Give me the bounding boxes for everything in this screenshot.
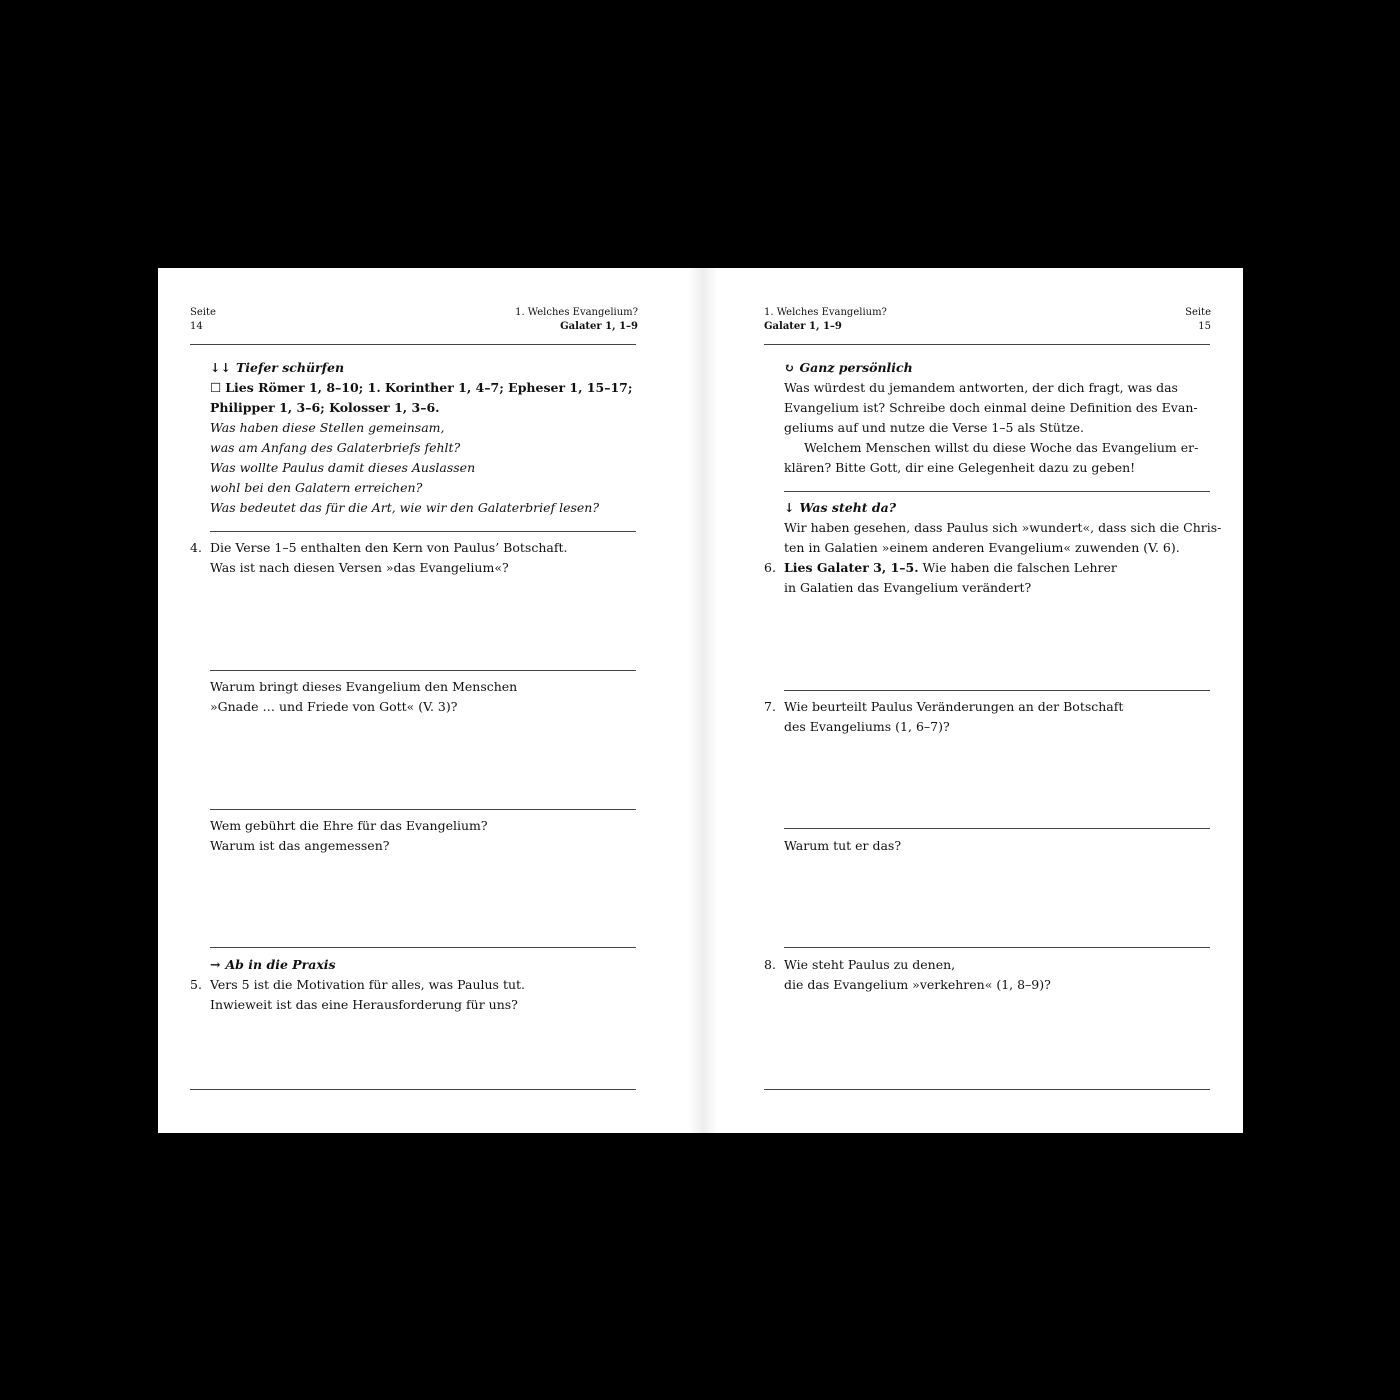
question-text: des Evangeliums (1, 6–7)?: [784, 719, 950, 734]
answer-line[interactable]: [784, 690, 1210, 691]
question-number: 7.: [764, 699, 776, 714]
deeper-question: Was wollte Paulus damit dieses Auslassen: [210, 460, 476, 475]
down-arrow-icon: ↓: [784, 500, 795, 515]
checkbox-icon: ☐: [210, 380, 222, 395]
arrow-right-icon: →: [210, 957, 221, 972]
answer-line[interactable]: [784, 947, 1210, 948]
refresh-icon: ↻: [784, 360, 795, 375]
left-page: [158, 268, 700, 1133]
answer-line[interactable]: [764, 1089, 1210, 1090]
deeper-question: Was bedeutet das für die Art, wie wir den Galaterbrief lesen?: [210, 500, 600, 515]
question-number: 5.: [190, 977, 202, 992]
question-text: Die Verse 1–5 enthalten den Kern von Paulus’ Botschaft.: [210, 540, 568, 555]
body-text: Welchem Menschen willst du diese Woche das Evangelium er-: [804, 440, 1199, 455]
header-rule: [190, 344, 636, 345]
right-page: [700, 268, 1243, 1133]
book-spread: [158, 268, 1243, 1133]
body-text: Evangelium ist? Schreibe doch einmal deine Definition des Evan-: [784, 400, 1198, 415]
answer-line[interactable]: [210, 809, 636, 810]
question-text: Warum bringt dieses Evangelium den Menschen: [210, 679, 518, 694]
running-header-left: 1. Welches Evangelium? Galater 1, 1–9: [515, 307, 638, 332]
answer-line[interactable]: [210, 947, 636, 948]
question-number: 4.: [190, 540, 202, 555]
question-text: Lies Galater 3, 1–5. Wie haben die falschen Lehrer: [784, 560, 1117, 575]
question-text: Was ist nach diesen Versen »das Evangelium«?: [210, 560, 509, 575]
page-number-left: Seite 14: [190, 307, 216, 332]
question-text: Warum ist das angemessen?: [210, 838, 390, 853]
question-text: in Galatien das Evangelium verändert?: [784, 580, 1032, 595]
page-number-right: Seite 15: [1185, 307, 1211, 332]
answer-line[interactable]: [190, 1089, 636, 1090]
section-title-practice: → Ab in die Praxis: [210, 957, 336, 972]
deeper-question: Was haben diese Stellen gemeinsam,: [210, 420, 445, 435]
down-arrows-icon: ↓↓: [210, 360, 231, 375]
section-title-what: ↓ Was steht da?: [784, 500, 897, 515]
question-text: Inwieweit ist das eine Herausforderung für uns?: [210, 997, 518, 1012]
question-text: Wie steht Paulus zu denen,: [784, 957, 956, 972]
section-title-personal: ↻ Ganz persönlich: [784, 360, 913, 375]
body-text: geliums auf und nutze die Verse 1–5 als Stütze.: [784, 420, 1084, 435]
deeper-question: wohl bei den Galatern erreichen?: [210, 480, 423, 495]
header-rule: [764, 344, 1210, 345]
body-text: Wir haben gesehen, dass Paulus sich »wundert«, dass sich die Chris-: [784, 520, 1222, 535]
body-text: ten in Galatien »einem anderen Evangelium« zuwenden (V. 6).: [784, 540, 1180, 555]
section-rule: [210, 531, 636, 532]
bible-refs-line1: ☐ Lies Römer 1, 8–10; 1. Korinther 1, 4–7; Epheser 1, 15–17;: [210, 380, 633, 395]
answer-line[interactable]: [784, 828, 1210, 829]
question-text: die das Evangelium »verkehren« (1, 8–9)?: [784, 977, 1051, 992]
bible-refs-line2: Philipper 1, 3–6; Kolosser 1, 3–6.: [210, 400, 440, 415]
question-text: Vers 5 ist die Motivation für alles, was Paulus tut.: [210, 977, 526, 992]
body-text: Was würdest du jemandem antworten, der dich fragt, was das: [784, 380, 1178, 395]
deeper-question: was am Anfang des Galaterbriefs fehlt?: [210, 440, 461, 455]
answer-line[interactable]: [210, 670, 636, 671]
question-text: Warum tut er das?: [784, 838, 902, 853]
body-text: klären? Bitte Gott, dir eine Gelegenheit dazu zu geben!: [784, 460, 1136, 475]
section-title-deeper: ↓↓ Tiefer schürfen: [210, 360, 345, 375]
question-number: 6.: [764, 560, 776, 575]
question-text: »Gnade … und Friede von Gott« (V. 3)?: [210, 699, 458, 714]
section-rule: [784, 491, 1210, 492]
question-number: 8.: [764, 957, 776, 972]
running-header-right: 1. Welches Evangelium? Galater 1, 1–9: [764, 307, 887, 332]
question-text: Wem gebührt die Ehre für das Evangelium?: [210, 818, 488, 833]
question-text: Wie beurteilt Paulus Veränderungen an der Botschaft: [784, 699, 1124, 714]
